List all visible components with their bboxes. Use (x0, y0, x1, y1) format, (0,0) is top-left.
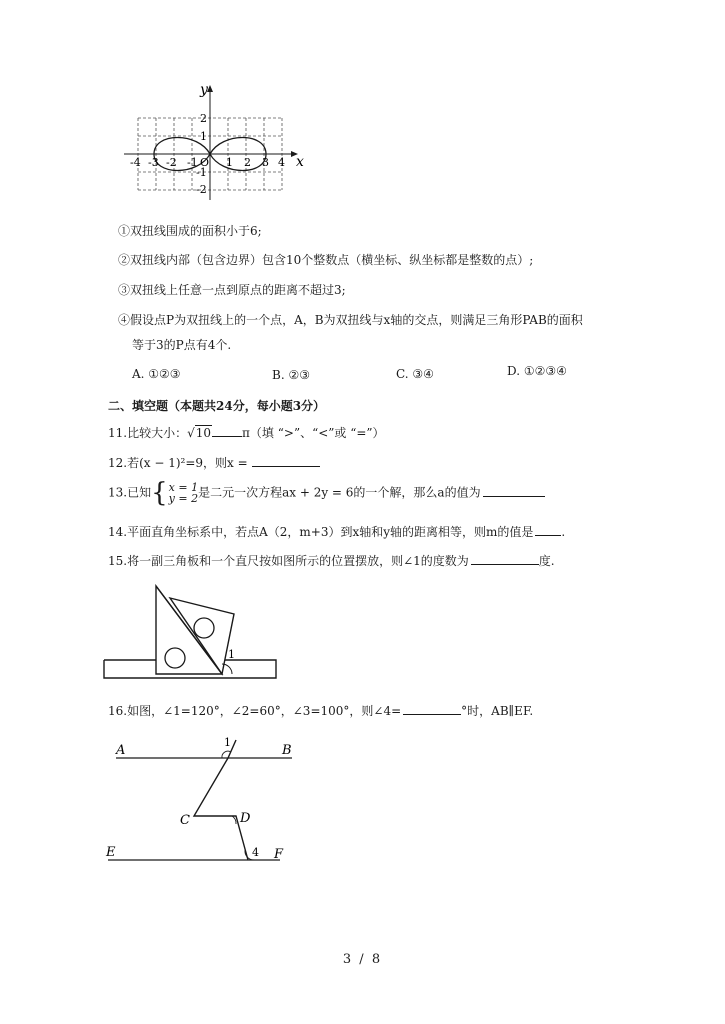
page-number: 3 / 8 (342, 952, 383, 967)
answer-blank[interactable] (252, 454, 320, 467)
option-b: B. ②③ (272, 368, 310, 382)
question-number: 16. (108, 704, 128, 718)
statement-2: ②双扭线内部（包含边界）包含10个整数点（横坐标、纵坐标都是整数的点）; (118, 253, 534, 267)
question-number: 15. (108, 554, 128, 568)
answer-blank[interactable] (483, 484, 545, 497)
brace-glyph: { (151, 478, 168, 508)
question-12 (108, 454, 320, 471)
statement-3: ③双扭线上任意一点到原点的距离不超过3; (118, 283, 346, 297)
question-text: 若(x − 1)²=9，则x = (127, 456, 248, 470)
angle-4-label: 4 (252, 846, 259, 859)
question-end: . (561, 525, 566, 539)
question-text: 平面直角坐标系中，若点A（2，m+3）到x轴和y轴的距离相等，则m的值是 (127, 525, 534, 539)
question-text: 将一副三角板和一个直尺按如图所示的位置摆放，则∠1的度数为 (127, 554, 469, 568)
question-text: 已知 (127, 485, 152, 500)
x-tick-label: 1 (226, 156, 233, 169)
section-title: 二、填空题（本题共24分，每小题3分） (108, 399, 326, 413)
y-axis-label: y (200, 82, 208, 98)
question-text: 如图，∠1=120°，∠2=60°，∠3=100°，则∠4= (127, 704, 402, 718)
point-f-label: F (274, 847, 284, 862)
x-tick-labels (130, 156, 285, 169)
question-13 (108, 478, 545, 508)
system-line-1: x = 1 (168, 481, 199, 494)
question-text: 比较大小： (127, 426, 188, 440)
answer-blank[interactable] (471, 552, 539, 565)
answer-blank[interactable] (403, 702, 461, 715)
unit-label: 度. (538, 554, 555, 568)
y-tick-label: -1 (196, 166, 207, 179)
x-tick-label: O (200, 156, 210, 169)
parallel-lines-figure (102, 732, 302, 872)
question-number: 14. (108, 525, 128, 539)
angle-1-label: 1 (224, 736, 231, 749)
option-c: C. ③④ (396, 367, 434, 381)
x-tick-label: -3 (148, 156, 159, 169)
point-b-label: B (282, 743, 292, 758)
x-tick-label: 4 (278, 156, 285, 169)
question-15 (108, 552, 555, 569)
question-number: 13. (108, 485, 128, 500)
question-14 (108, 523, 565, 540)
statement-1: ①双扭线围成的面积小于6; (118, 224, 262, 238)
point-a-label: A (116, 743, 126, 758)
question-text-tail: π（填 “>”、“<”或 “=”） (242, 426, 385, 440)
question-16 (108, 702, 533, 719)
question-number: 11. (108, 426, 128, 440)
x-axis-label: x (296, 154, 304, 170)
radicand: 10 (195, 426, 212, 440)
statement-4-continued: 等于3的P点有4个. (132, 338, 232, 352)
point-d-label: D (240, 811, 251, 826)
option-a: A. ①②③ (132, 367, 181, 381)
system-line-2: y = 2 (168, 492, 199, 505)
equation-system (151, 478, 199, 508)
question-11: 11.比较大小：√10 π（填 “>”、“<”或 “=”） (108, 426, 385, 440)
set-square-figure (100, 578, 280, 680)
x-tick-label: 3 (262, 156, 269, 169)
question-text-tail: °时，AB∥EF. (461, 704, 534, 718)
x-tick-label: -4 (130, 156, 141, 169)
answer-blank[interactable] (212, 424, 242, 437)
answer-blank[interactable] (535, 523, 561, 536)
y-tick-label: 1 (200, 130, 207, 143)
angle-1-label: 1 (228, 648, 235, 661)
x-tick-label: 2 (244, 156, 251, 169)
question-text-tail: 是二元一次方程ax + 2y = 6的一个解，那么a的值为 (198, 485, 481, 500)
x-tick-label: -2 (166, 156, 177, 169)
angle-d-arc (232, 816, 236, 824)
x-tick-label: -1 (187, 156, 198, 169)
point-e-label: E (106, 845, 116, 860)
point-c-label: C (180, 813, 190, 828)
lemniscate-graph (120, 80, 310, 205)
option-d: D. ①②③④ (507, 364, 567, 378)
statement-4: ④假设点P为双扭线上的一个点，A，B为双扭线与x轴的交点，则满足三角形PAB的面积 (118, 313, 583, 327)
y-tick-label: 2 (200, 112, 207, 125)
question-number: 12. (108, 456, 128, 470)
y-tick-label: -2 (196, 183, 207, 196)
